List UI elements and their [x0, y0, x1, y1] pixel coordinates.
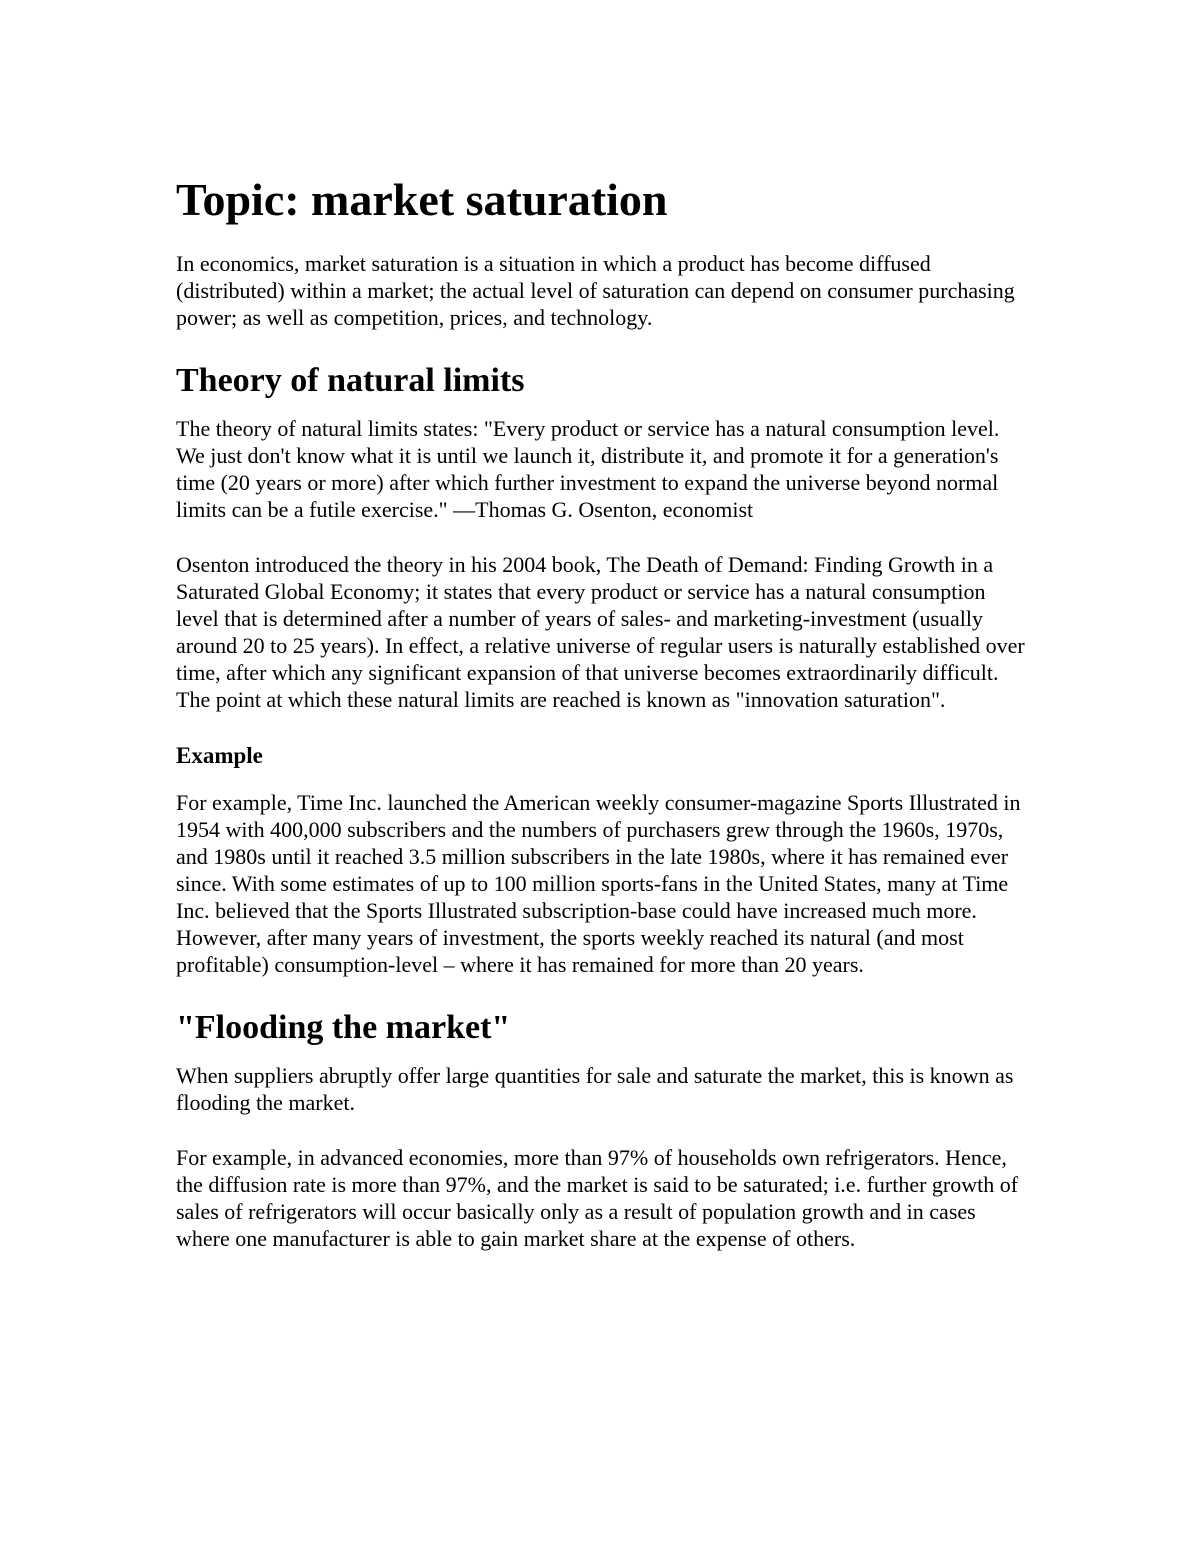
paragraph: The theory of natural limits states: "Every product or service has a natural consumption level. We just don't know what it is until we launch it, distribute it, and promote it for a generation's time (20 years or more) after which further investment to expand the universe beyond normal limits can be a futile exercise." —Thomas G. Osenton, economist	[176, 416, 1000, 522]
subsection-heading: Example	[176, 743, 263, 768]
page-title: Topic: market saturation	[176, 174, 668, 225]
paragraph: For example, Time Inc. launched the American weekly consumer-magazine Sports Illustrated in 1954 with 400,000 subscribers and the numbers of purchasers grew through the 1960s, 1970s, and 1980s until it reached 3.5 million subscribers in the late 1980s, where it has remained ever since. With some estimates of up to 100 million sports-fans in the United States, many at Time Inc. believed that the Sports Illustrated subscription-base could have increased much more. However, after many years of investment, the sports weekly reached its natural (and most profitable) consumption-level – where it has remained for more than 20 years.	[176, 790, 1021, 977]
section-theory-of-natural-limits	[176, 359, 1026, 978]
intro-paragraph: In economics, market saturation is a situation in which a product has become diffused (distributed) within a market; the actual level of saturation can depend on consumer purchasing power; as well as competition, prices, and technology.	[176, 251, 1015, 330]
section-flooding-the-market	[176, 1006, 1026, 1252]
section-heading: Theory of natural limits	[176, 362, 525, 399]
paragraph: Osenton introduced the theory in his 2004 book, The Death of Demand: Finding Growth in a Saturated Global Economy; it states that every product or service has a natural consumption level that is determined after a number of years of sales- and marketing-investment (usually around 20 to 25 years). In effect, a relative universe of regular users is naturally established over time, after which any significant expansion of that universe becomes extraordinarily difficult. The point at which these natural limits are reached is known as "innovation saturation".	[176, 552, 1025, 712]
paragraph: For example, in advanced economies, more than 97% of households own refrigerators. Hence, the diffusion rate is more than 97%, and the market is said to be saturated; i.e. further growth of sales of refrigerators will occur basically only as a result of population growth and in cases where one manufacturer is able to gain market share at the expense of others.	[176, 1145, 1019, 1251]
section-heading: "Flooding the market"	[176, 1009, 511, 1046]
paragraph: When suppliers abruptly offer large quantities for sale and saturate the market, this is known as flooding the market.	[176, 1063, 1014, 1115]
subsection-example	[176, 741, 1026, 978]
document-page	[176, 170, 1026, 1280]
